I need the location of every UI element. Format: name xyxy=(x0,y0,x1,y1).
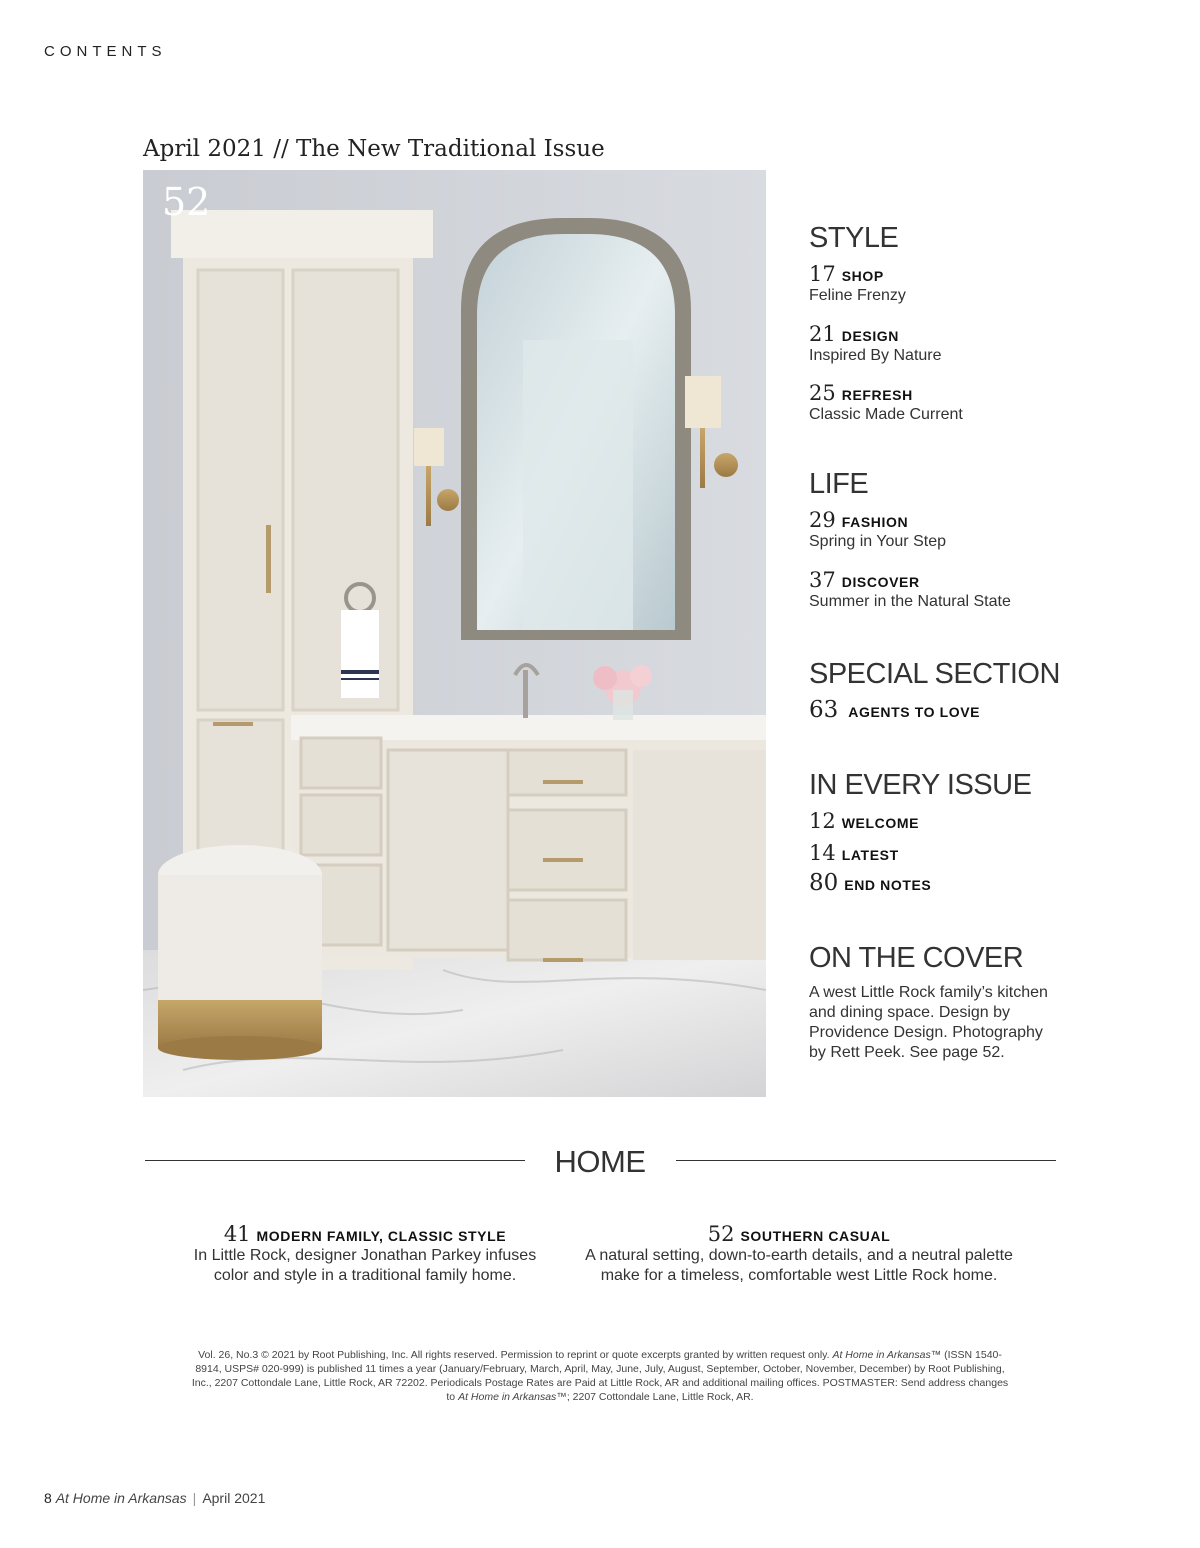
magazine-name: At Home in Arkansas xyxy=(458,1391,557,1403)
feature-label: SOUTHERN CASUAL xyxy=(740,1228,891,1244)
cover-description: A west Little Rock family’s kitchen and dining space. Design by Providence Design. Photography by Rett Peek. See page 52. xyxy=(809,984,1048,1061)
section-heading-every-issue: IN EVERY ISSUE xyxy=(809,769,1032,801)
page-number: 17 xyxy=(809,262,836,286)
feature-modern-family[interactable] xyxy=(170,1222,560,1286)
toc-entry-agents-to-love[interactable] xyxy=(809,697,980,723)
entry-description: Classic Made Current xyxy=(809,406,963,423)
feature-description-line: In Little Rock, designer Jonathan Parkey infuses xyxy=(193,1247,537,1264)
entry-label: END NOTES xyxy=(844,877,932,893)
entry-label: AGENTS TO LOVE xyxy=(848,704,981,720)
publication-statement xyxy=(190,1348,1010,1404)
section-heading-cover: ON THE COVER xyxy=(809,942,1024,974)
folio xyxy=(44,1490,265,1506)
folio-separator: | xyxy=(192,1490,197,1506)
folio-date: April 2021 xyxy=(202,1490,266,1506)
bathroom-vanity-photo xyxy=(143,170,766,1097)
page-number: 25 xyxy=(809,381,836,405)
entry-label: FASHION xyxy=(841,514,909,530)
entry-label: WELCOME xyxy=(841,815,920,831)
section-heading-style: STYLE xyxy=(809,222,899,254)
entry-label: DESIGN xyxy=(841,328,900,344)
toc-entry-refresh[interactable] xyxy=(809,381,963,424)
entry-description: Inspired By Nature xyxy=(809,347,942,364)
page-number: 37 xyxy=(809,568,836,592)
photo-page-number: 52 xyxy=(162,180,211,224)
entry-label: SHOP xyxy=(841,268,884,284)
section-heading-special: SPECIAL SECTION xyxy=(809,658,1060,690)
entry-description: Feline Frenzy xyxy=(809,287,906,304)
page-number: 14 xyxy=(809,841,836,865)
toc-entry-discover[interactable] xyxy=(809,568,1011,611)
page-number: 63 xyxy=(809,697,839,723)
feature-southern-casual[interactable] xyxy=(569,1222,1029,1286)
magazine-name: At Home in Arkansas xyxy=(832,1349,931,1361)
entry-label: LATEST xyxy=(841,847,899,863)
statement-text: ™ (ISSN 1540-8914, USPS# 020-999) is published 11 times a year (January/February, March, April, May, June, July, August, September, October, November, December) by Root Publishing, Inc., 2207 Cottondale Lane, Little Rock, AR 72202. Periodicals Postage Rates are Paid at Little Rock, AR and additional mailing offices. POSTMASTER: Send address changes to xyxy=(191,1349,1009,1403)
statement-text: ™; 2207 Cottondale Lane, Little Rock, AR. xyxy=(556,1391,754,1403)
page-number: 29 xyxy=(809,508,836,532)
toc-entry-latest[interactable] xyxy=(809,841,899,865)
feature-description-line: color and style in a traditional family home. xyxy=(213,1267,517,1284)
feature-label: MODERN FAMILY, CLASSIC STYLE xyxy=(256,1228,507,1244)
folio-magazine: At Home in Arkansas xyxy=(55,1490,187,1506)
page-number: 80 xyxy=(809,870,839,896)
entry-label: REFRESH xyxy=(841,387,913,403)
feature-description-line: make for a timeless, comfortable west Little Rock home. xyxy=(600,1267,998,1284)
page-number: 21 xyxy=(809,322,836,346)
entry-label: DISCOVER xyxy=(841,574,920,590)
divider-right xyxy=(676,1160,1056,1161)
toc-entry-fashion[interactable] xyxy=(809,508,946,551)
toc-entry-design[interactable] xyxy=(809,322,942,365)
page-number: 12 xyxy=(809,809,836,833)
issue-title: April 2021 // The New Traditional Issue xyxy=(143,136,605,162)
toc-entry-end-notes[interactable] xyxy=(809,870,931,896)
folio-page-number: 8 xyxy=(44,1490,52,1506)
section-heading-home: HOME xyxy=(554,1144,646,1179)
feature-description-line: A natural setting, down-to-earth details, and a neutral palette xyxy=(585,1247,1013,1264)
running-head: CONTENTS xyxy=(44,43,167,60)
statement-text: Vol. 26, No.3 © 2021 by Root Publishing, Inc. All rights reserved. Permission to reprint or quote excerpts granted by written request only. xyxy=(198,1349,833,1361)
toc-entry-shop[interactable] xyxy=(809,262,906,305)
page-number: 41 xyxy=(223,1222,251,1246)
entry-description: Spring in Your Step xyxy=(809,533,946,550)
entry-description: Summer in the Natural State xyxy=(809,593,1011,610)
page-number: 52 xyxy=(707,1222,735,1246)
section-heading-life: LIFE xyxy=(809,468,869,500)
toc-entry-welcome[interactable] xyxy=(809,809,919,833)
